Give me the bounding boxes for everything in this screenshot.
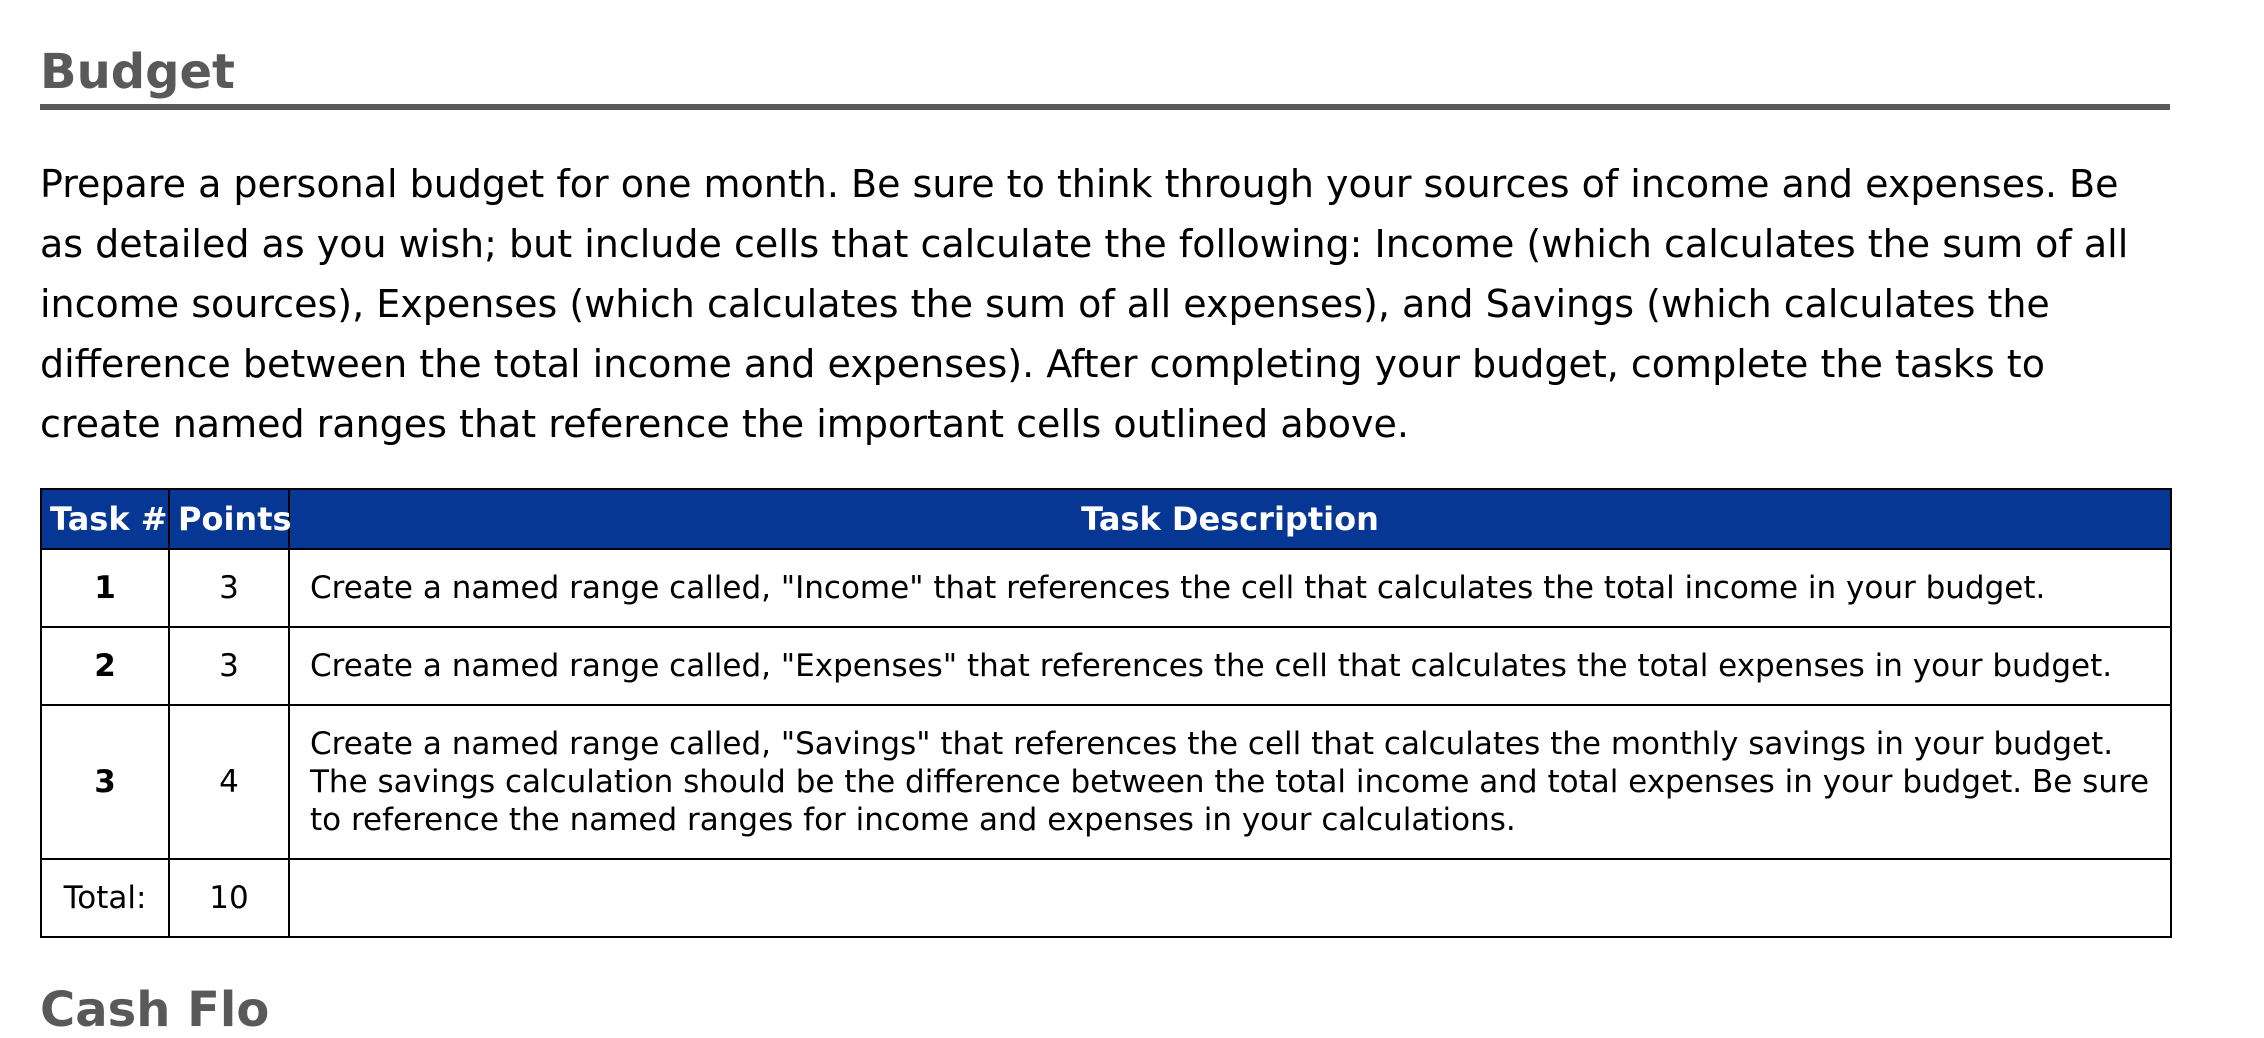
document-page bbox=[40, 0, 2170, 1038]
total-empty-cell bbox=[289, 859, 2171, 937]
total-points-cell: 10 bbox=[169, 859, 289, 937]
description-cell: Create a named range called, "Expenses" that references the cell that calculates the total expenses in your budget. bbox=[289, 627, 2171, 705]
total-label-cell: Total: bbox=[41, 859, 169, 937]
header-task-number: Task # bbox=[41, 489, 169, 549]
task-number-cell: 1 bbox=[41, 549, 169, 627]
points-cell: 3 bbox=[169, 549, 289, 627]
task-number-cell: 3 bbox=[41, 705, 169, 859]
total-row bbox=[41, 859, 2171, 937]
section-title: Budget bbox=[40, 44, 235, 100]
task-number-cell: 2 bbox=[41, 627, 169, 705]
header-points: Points bbox=[169, 489, 289, 549]
points-cell: 4 bbox=[169, 705, 289, 859]
title-divider bbox=[40, 104, 2170, 110]
table-row bbox=[41, 627, 2171, 705]
table-header-row bbox=[41, 489, 2171, 549]
points-cell: 3 bbox=[169, 627, 289, 705]
description-cell: Create a named range called, "Income" that references the cell that calculates the total income in your budget. bbox=[289, 549, 2171, 627]
next-section-title: Cash Flo bbox=[40, 982, 270, 1038]
header-task-description: Task Description bbox=[289, 489, 2171, 549]
task-table bbox=[40, 488, 2172, 938]
table-row bbox=[41, 549, 2171, 627]
intro-paragraph: Prepare a personal budget for one month. Be sure to think through your sources of income and expenses. Be as detailed as you wish; but include cells that calculate the following: Income (which calculates the sum of all income sources), Expenses (which calculates the sum of all expenses), and Savings (which calculates the difference between the total income and expenses). After completing your budget, complete the tasks to create named ranges that reference the important cells outlined above. bbox=[40, 162, 2129, 446]
description-cell: Create a named range called, "Savings" that references the cell that calculates the monthly savings in your budget. The savings calculation should be the difference between the total income and total expenses in your budget. Be sure to reference the named ranges for income and expenses in your calculations. bbox=[289, 705, 2171, 859]
table-row bbox=[41, 705, 2171, 859]
